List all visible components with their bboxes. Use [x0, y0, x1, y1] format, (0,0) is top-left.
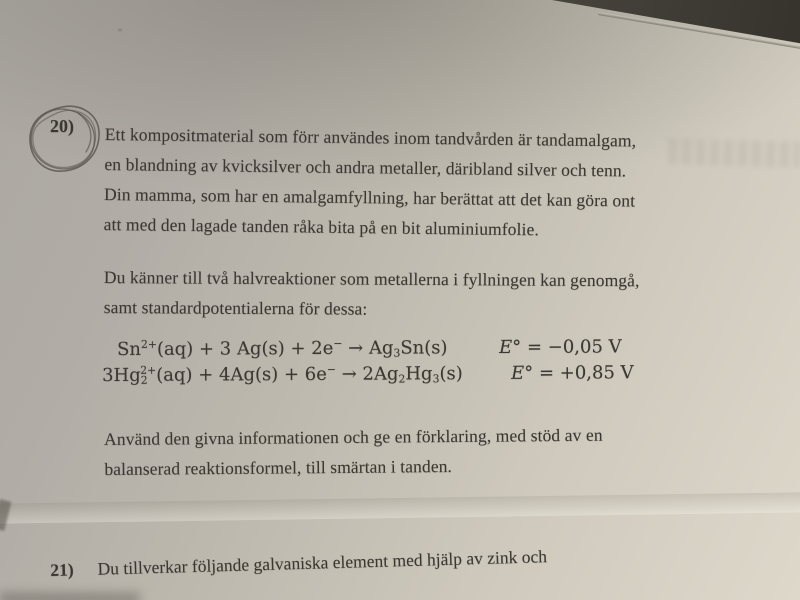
- half-reaction-2: [102, 362, 682, 386]
- pen-circle-annotation: [24, 100, 104, 178]
- paragraph-line: Använd den givna informationen och ge en förklaring, med stöd av en: [104, 424, 603, 449]
- question-21-text: Du tillverkar följande galvaniska element med hjälp av zink och: [97, 546, 548, 579]
- paper-speck: [118, 29, 122, 31]
- question-20-paragraph-1: [104, 119, 637, 245]
- question-20-task-paragraph: [104, 420, 603, 484]
- half-reaction-1-standard-potential: E° = −0,05 V: [498, 336, 622, 358]
- paragraph-line: en blandning av kvicksilver och andra metaller, däribland silver och tenn.: [104, 153, 627, 181]
- question-20-paragraph-2: [104, 262, 640, 325]
- half-reaction-2-equation: $3Hg_2^{2+}(aq) + 4Ag(s) + 6e^- \to 2Ag_2Hg_3(s)$: [102, 363, 463, 388]
- paragraph-line: Ett kompositmaterial som förr användes inom tandvården är tandamalgam,: [104, 123, 637, 151]
- paragraph-line: att med den lagade tanden råka bita på en bit aluminiumfolie.: [103, 213, 539, 240]
- half-reaction-1-equation: $Sn^{2+}(aq) + 3$ $Ag(s) + 2e^- \to Ag_3Sn(s)$: [117, 337, 448, 360]
- paragraph-line: balanserad reaktionsformel, till smärtan i tanden.: [104, 455, 453, 479]
- bottom-shadow: [0, 592, 140, 600]
- half-reaction-2-standard-potential: E° = +0,85 V: [510, 362, 634, 384]
- question-number: 21): [50, 559, 74, 580]
- page-crease: [0, 492, 800, 523]
- show-through-text-smudge: [668, 138, 800, 167]
- paragraph-line: samt standardpotentialerna för dessa:: [103, 296, 368, 319]
- question-number: 20): [50, 116, 74, 136]
- half-reaction-1: [117, 336, 697, 360]
- question-20-number-circled: [24, 100, 104, 178]
- paragraph-line: Din mamma, som har en amalgamfyllning, har berättat att det kan göra ont: [103, 183, 636, 211]
- paragraph-line: Du känner till två halvreaktioner som metallerna i fyllningen kan genomgå,: [103, 266, 640, 291]
- question-21: [50, 546, 547, 581]
